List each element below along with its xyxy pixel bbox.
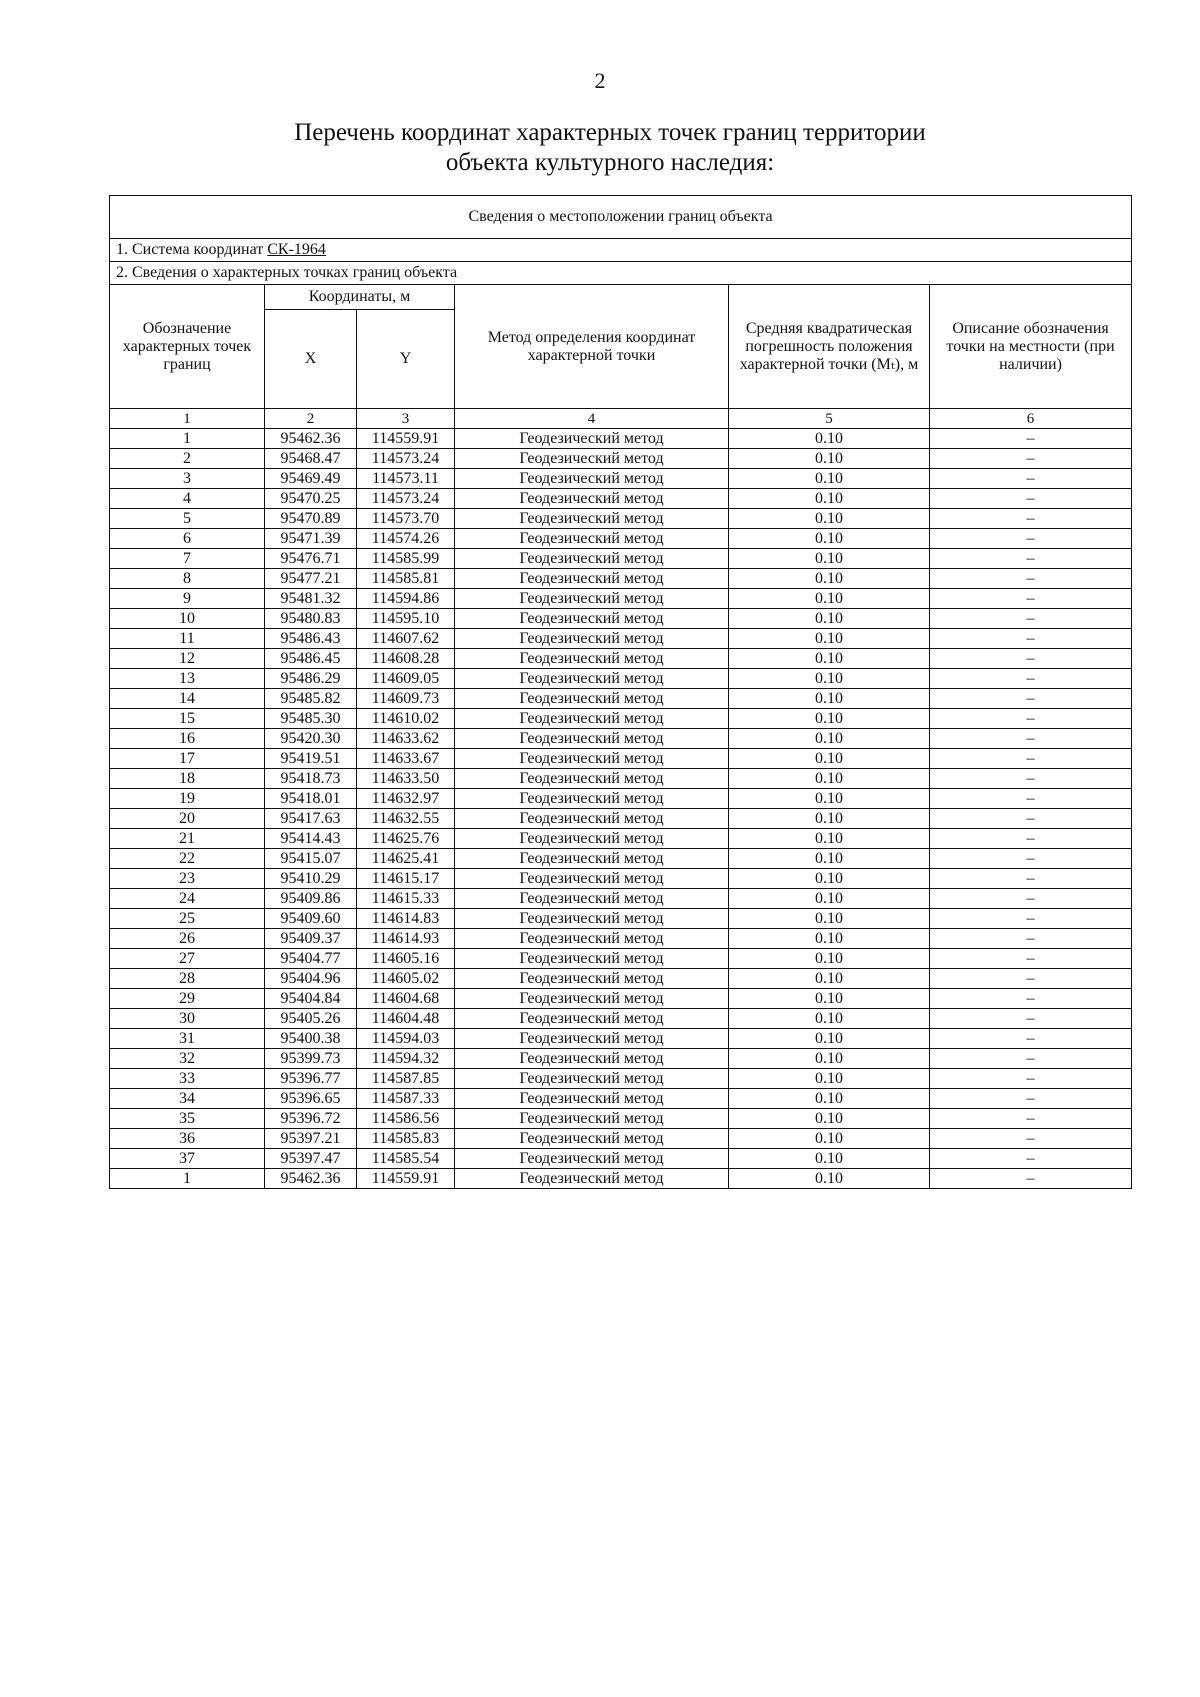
cell-description: – bbox=[930, 569, 1132, 589]
cell-x: 95410.29 bbox=[265, 869, 357, 889]
cell-description: – bbox=[930, 529, 1132, 549]
cell-error: 0.10 bbox=[729, 1129, 930, 1149]
cell-method: Геодезический метод bbox=[455, 989, 729, 1009]
cell-method: Геодезический метод bbox=[455, 949, 729, 969]
cell-y: 114587.85 bbox=[357, 1069, 455, 1089]
cell-point: 34 bbox=[110, 1089, 265, 1109]
cell-point: 28 bbox=[110, 969, 265, 989]
cell-point: 5 bbox=[110, 509, 265, 529]
cell-method: Геодезический метод bbox=[455, 649, 729, 669]
table-row bbox=[110, 909, 1132, 929]
table-row bbox=[110, 969, 1132, 989]
cell-description: – bbox=[930, 849, 1132, 869]
cell-description: – bbox=[930, 509, 1132, 529]
cell-description: – bbox=[930, 829, 1132, 849]
cell-error: 0.10 bbox=[729, 1029, 930, 1049]
cell-point: 23 bbox=[110, 869, 265, 889]
table-row bbox=[110, 1089, 1132, 1109]
cell-point: 2 bbox=[110, 449, 265, 469]
table-row bbox=[110, 929, 1132, 949]
cell-method: Геодезический метод bbox=[455, 489, 729, 509]
column-number: 1 bbox=[110, 409, 265, 429]
cell-x: 95397.21 bbox=[265, 1129, 357, 1149]
cell-description: – bbox=[930, 929, 1132, 949]
cell-y: 114605.16 bbox=[357, 949, 455, 969]
cell-point: 1 bbox=[110, 1169, 265, 1189]
cell-y: 114615.17 bbox=[357, 869, 455, 889]
cell-point: 30 bbox=[110, 1009, 265, 1029]
cell-method: Геодезический метод bbox=[455, 549, 729, 569]
cell-method: Геодезический метод bbox=[455, 909, 729, 929]
cell-y: 114610.02 bbox=[357, 709, 455, 729]
cell-point: 18 bbox=[110, 769, 265, 789]
cell-description: – bbox=[930, 869, 1132, 889]
cell-y: 114633.67 bbox=[357, 749, 455, 769]
table-row bbox=[110, 549, 1132, 569]
cell-method: Геодезический метод bbox=[455, 1089, 729, 1109]
cell-method: Геодезический метод bbox=[455, 529, 729, 549]
cell-method: Геодезический метод bbox=[455, 789, 729, 809]
cell-description: – bbox=[930, 989, 1132, 1009]
cell-error: 0.10 bbox=[729, 989, 930, 1009]
cell-description: – bbox=[930, 1029, 1132, 1049]
cell-point: 21 bbox=[110, 829, 265, 849]
cell-method: Геодезический метод bbox=[455, 969, 729, 989]
cell-method: Геодезический метод bbox=[455, 869, 729, 889]
cell-method: Геодезический метод bbox=[455, 1009, 729, 1029]
cell-point: 35 bbox=[110, 1109, 265, 1129]
cell-x: 95468.47 bbox=[265, 449, 357, 469]
cell-error: 0.10 bbox=[729, 1069, 930, 1089]
cell-error: 0.10 bbox=[729, 829, 930, 849]
header-coords: Координаты, м bbox=[265, 285, 455, 310]
cell-point: 31 bbox=[110, 1029, 265, 1049]
document-title-line-2: объекта культурного наследия: bbox=[445, 149, 775, 176]
page-number: 2 bbox=[594, 68, 606, 93]
cell-y: 114594.86 bbox=[357, 589, 455, 609]
cell-x: 95404.84 bbox=[265, 989, 357, 1009]
table-row bbox=[110, 1069, 1132, 1089]
cell-method: Геодезический метод bbox=[455, 749, 729, 769]
header-point: Обозначение характерных точек границ bbox=[110, 285, 265, 409]
cell-point: 17 bbox=[110, 749, 265, 769]
cell-point: 36 bbox=[110, 1129, 265, 1149]
cell-error: 0.10 bbox=[729, 749, 930, 769]
cell-y: 114615.33 bbox=[357, 889, 455, 909]
cell-method: Геодезический метод bbox=[455, 929, 729, 949]
column-numbers-row bbox=[110, 409, 1132, 429]
cell-x: 95414.43 bbox=[265, 829, 357, 849]
table-row bbox=[110, 669, 1132, 689]
table-row bbox=[110, 1049, 1132, 1069]
cell-point: 12 bbox=[110, 649, 265, 669]
cell-point: 10 bbox=[110, 609, 265, 629]
cell-method: Геодезический метод bbox=[455, 889, 729, 909]
cell-point: 26 bbox=[110, 929, 265, 949]
cell-method: Геодезический метод bbox=[455, 1109, 729, 1129]
cell-x: 95396.65 bbox=[265, 1089, 357, 1109]
cell-error: 0.10 bbox=[729, 909, 930, 929]
cell-description: – bbox=[930, 549, 1132, 569]
cell-error: 0.10 bbox=[729, 469, 930, 489]
cell-error: 0.10 bbox=[729, 869, 930, 889]
cell-y: 114625.41 bbox=[357, 849, 455, 869]
cell-y: 114625.76 bbox=[357, 829, 455, 849]
coordinates-table bbox=[109, 195, 1132, 1189]
cell-x: 95396.77 bbox=[265, 1069, 357, 1089]
cell-y: 114573.11 bbox=[357, 469, 455, 489]
cell-x: 95470.25 bbox=[265, 489, 357, 509]
cell-error: 0.10 bbox=[729, 1049, 930, 1069]
table-row bbox=[110, 629, 1132, 649]
cell-point: 16 bbox=[110, 729, 265, 749]
cell-point: 20 bbox=[110, 809, 265, 829]
table-row bbox=[110, 449, 1132, 469]
cell-x: 95476.71 bbox=[265, 549, 357, 569]
table-row bbox=[110, 729, 1132, 749]
cell-description: – bbox=[930, 709, 1132, 729]
cell-method: Геодезический метод bbox=[455, 629, 729, 649]
header-row-1 bbox=[110, 285, 1132, 310]
cell-error: 0.10 bbox=[729, 1149, 930, 1169]
cell-y: 114573.24 bbox=[357, 449, 455, 469]
table-row bbox=[110, 1009, 1132, 1029]
table-row bbox=[110, 1029, 1132, 1049]
cell-error: 0.10 bbox=[729, 689, 930, 709]
cell-y: 114559.91 bbox=[357, 1169, 455, 1189]
cell-description: – bbox=[930, 469, 1132, 489]
cell-description: – bbox=[930, 449, 1132, 469]
cell-x: 95405.26 bbox=[265, 1009, 357, 1029]
cell-description: – bbox=[930, 769, 1132, 789]
cell-x: 95418.73 bbox=[265, 769, 357, 789]
cell-description: – bbox=[930, 689, 1132, 709]
cell-y: 114586.56 bbox=[357, 1109, 455, 1129]
cell-y: 114604.68 bbox=[357, 989, 455, 1009]
cell-y: 114585.81 bbox=[357, 569, 455, 589]
cell-x: 95485.30 bbox=[265, 709, 357, 729]
table-row bbox=[110, 809, 1132, 829]
document-title bbox=[200, 118, 1020, 178]
table-row bbox=[110, 849, 1132, 869]
cell-error: 0.10 bbox=[729, 509, 930, 529]
cell-x: 95415.07 bbox=[265, 849, 357, 869]
cell-description: – bbox=[930, 1069, 1132, 1089]
table-row bbox=[110, 889, 1132, 909]
column-number: 3 bbox=[357, 409, 455, 429]
cell-method: Геодезический метод bbox=[455, 689, 729, 709]
cell-y: 114632.97 bbox=[357, 789, 455, 809]
table-row bbox=[110, 709, 1132, 729]
cell-x: 95462.36 bbox=[265, 429, 357, 449]
cell-x: 95481.32 bbox=[265, 589, 357, 609]
cell-point: 13 bbox=[110, 669, 265, 689]
cell-y: 114633.50 bbox=[357, 769, 455, 789]
cell-description: – bbox=[930, 429, 1132, 449]
cell-description: – bbox=[930, 789, 1132, 809]
cell-x: 95480.83 bbox=[265, 609, 357, 629]
cell-description: – bbox=[930, 969, 1132, 989]
cell-method: Геодезический метод bbox=[455, 769, 729, 789]
cell-error: 0.10 bbox=[729, 949, 930, 969]
cell-x: 95400.38 bbox=[265, 1029, 357, 1049]
cell-description: – bbox=[930, 1109, 1132, 1129]
table-row bbox=[110, 509, 1132, 529]
cell-y: 114614.93 bbox=[357, 929, 455, 949]
coordinate-system-name: СК-1964 bbox=[267, 241, 326, 258]
cell-x: 95420.30 bbox=[265, 729, 357, 749]
cell-error: 0.10 bbox=[729, 609, 930, 629]
cell-point: 14 bbox=[110, 689, 265, 709]
cell-x: 95399.73 bbox=[265, 1049, 357, 1069]
cell-y: 114609.73 bbox=[357, 689, 455, 709]
header-description: Описание обозначения точки на местности (при наличии) bbox=[930, 285, 1132, 409]
cell-y: 114607.62 bbox=[357, 629, 455, 649]
cell-point: 6 bbox=[110, 529, 265, 549]
cell-y: 114605.02 bbox=[357, 969, 455, 989]
cell-method: Геодезический метод bbox=[455, 1129, 729, 1149]
table-row bbox=[110, 829, 1132, 849]
cell-method: Геодезический метод bbox=[455, 609, 729, 629]
cell-x: 95477.21 bbox=[265, 569, 357, 589]
cell-error: 0.10 bbox=[729, 589, 930, 609]
cell-method: Геодезический метод bbox=[455, 729, 729, 749]
coordinate-system-prefix: 1. Система координат bbox=[116, 241, 264, 258]
cell-method: Геодезический метод bbox=[455, 449, 729, 469]
table-row bbox=[110, 1149, 1132, 1169]
cell-error: 0.10 bbox=[729, 489, 930, 509]
points-title-row bbox=[110, 262, 1132, 285]
cell-point: 29 bbox=[110, 989, 265, 1009]
coordinate-system-row bbox=[110, 239, 1132, 262]
cell-point: 33 bbox=[110, 1069, 265, 1089]
table-row bbox=[110, 1129, 1132, 1149]
header-error: Средняя квадратическая погрешность положения характерной точки (Mₜ), м bbox=[729, 285, 930, 409]
cell-description: – bbox=[930, 1169, 1132, 1189]
cell-point: 25 bbox=[110, 909, 265, 929]
cell-point: 32 bbox=[110, 1049, 265, 1069]
cell-point: 27 bbox=[110, 949, 265, 969]
cell-y: 114585.54 bbox=[357, 1149, 455, 1169]
cell-y: 114585.83 bbox=[357, 1129, 455, 1149]
cell-error: 0.10 bbox=[729, 709, 930, 729]
cell-y: 114573.24 bbox=[357, 489, 455, 509]
cell-point: 9 bbox=[110, 589, 265, 609]
cell-method: Геодезический метод bbox=[455, 829, 729, 849]
table-row bbox=[110, 1109, 1132, 1129]
cell-method: Геодезический метод bbox=[455, 1069, 729, 1089]
cell-y: 114574.26 bbox=[357, 529, 455, 549]
table-row bbox=[110, 589, 1132, 609]
table-row bbox=[110, 769, 1132, 789]
cell-error: 0.10 bbox=[729, 529, 930, 549]
table-row bbox=[110, 429, 1132, 449]
cell-x: 95419.51 bbox=[265, 749, 357, 769]
column-number: 5 bbox=[729, 409, 930, 429]
cell-x: 95469.49 bbox=[265, 469, 357, 489]
cell-y: 114585.99 bbox=[357, 549, 455, 569]
column-number: 2 bbox=[265, 409, 357, 429]
section-title: Сведения о местоположении границ объекта bbox=[110, 196, 1132, 239]
table-row bbox=[110, 489, 1132, 509]
table-row bbox=[110, 609, 1132, 629]
header-y: Y bbox=[357, 310, 455, 409]
cell-method: Геодезический метод bbox=[455, 709, 729, 729]
points-title: 2. Сведения о характерных точках границ объекта bbox=[110, 262, 1132, 285]
cell-error: 0.10 bbox=[729, 789, 930, 809]
cell-method: Геодезический метод bbox=[455, 1049, 729, 1069]
cell-point: 37 bbox=[110, 1149, 265, 1169]
table-row bbox=[110, 949, 1132, 969]
cell-error: 0.10 bbox=[729, 929, 930, 949]
cell-x: 95485.82 bbox=[265, 689, 357, 709]
cell-description: – bbox=[930, 949, 1132, 969]
table-row bbox=[110, 649, 1132, 669]
cell-error: 0.10 bbox=[729, 569, 930, 589]
cell-description: – bbox=[930, 909, 1132, 929]
cell-x: 95462.36 bbox=[265, 1169, 357, 1189]
cell-error: 0.10 bbox=[729, 1169, 930, 1189]
cell-method: Геодезический метод bbox=[455, 429, 729, 449]
cell-y: 114594.32 bbox=[357, 1049, 455, 1069]
cell-y: 114632.55 bbox=[357, 809, 455, 829]
column-number: 4 bbox=[455, 409, 729, 429]
cell-x: 95486.43 bbox=[265, 629, 357, 649]
cell-error: 0.10 bbox=[729, 449, 930, 469]
cell-x: 95470.89 bbox=[265, 509, 357, 529]
header-x: X bbox=[265, 310, 357, 409]
cell-method: Геодезический метод bbox=[455, 1169, 729, 1189]
cell-x: 95417.63 bbox=[265, 809, 357, 829]
table-row bbox=[110, 789, 1132, 809]
cell-error: 0.10 bbox=[729, 849, 930, 869]
section-title-row bbox=[110, 196, 1132, 239]
cell-x: 95409.86 bbox=[265, 889, 357, 909]
cell-y: 114633.62 bbox=[357, 729, 455, 749]
cell-point: 7 bbox=[110, 549, 265, 569]
cell-description: – bbox=[930, 1049, 1132, 1069]
cell-y: 114573.70 bbox=[357, 509, 455, 529]
cell-x: 95409.60 bbox=[265, 909, 357, 929]
cell-method: Геодезический метод bbox=[455, 1029, 729, 1049]
cell-x: 95409.37 bbox=[265, 929, 357, 949]
cell-error: 0.10 bbox=[729, 429, 930, 449]
cell-error: 0.10 bbox=[729, 729, 930, 749]
cell-description: – bbox=[930, 809, 1132, 829]
cell-description: – bbox=[930, 1009, 1132, 1029]
cell-x: 95397.47 bbox=[265, 1149, 357, 1169]
cell-point: 22 bbox=[110, 849, 265, 869]
cell-method: Геодезический метод bbox=[455, 469, 729, 489]
cell-description: – bbox=[930, 1089, 1132, 1109]
cell-point: 8 bbox=[110, 569, 265, 589]
table-row bbox=[110, 469, 1132, 489]
header-method: Метод определения координат характерной точки bbox=[455, 285, 729, 409]
cell-y: 114594.03 bbox=[357, 1029, 455, 1049]
coordinates-table-container bbox=[109, 195, 1131, 1189]
cell-description: – bbox=[930, 749, 1132, 769]
cell-description: – bbox=[930, 649, 1132, 669]
cell-error: 0.10 bbox=[729, 549, 930, 569]
cell-point: 15 bbox=[110, 709, 265, 729]
cell-point: 4 bbox=[110, 489, 265, 509]
cell-x: 95486.45 bbox=[265, 649, 357, 669]
cell-method: Геодезический метод bbox=[455, 1149, 729, 1169]
cell-method: Геодезический метод bbox=[455, 669, 729, 689]
cell-x: 95404.96 bbox=[265, 969, 357, 989]
cell-x: 95486.29 bbox=[265, 669, 357, 689]
cell-error: 0.10 bbox=[729, 1009, 930, 1029]
cell-error: 0.10 bbox=[729, 669, 930, 689]
table-row bbox=[110, 989, 1132, 1009]
cell-method: Геодезический метод bbox=[455, 809, 729, 829]
cell-y: 114614.83 bbox=[357, 909, 455, 929]
cell-error: 0.10 bbox=[729, 1109, 930, 1129]
cell-description: – bbox=[930, 889, 1132, 909]
table-row bbox=[110, 689, 1132, 709]
cell-method: Геодезический метод bbox=[455, 569, 729, 589]
cell-y: 114587.33 bbox=[357, 1089, 455, 1109]
cell-description: – bbox=[930, 589, 1132, 609]
cell-point: 19 bbox=[110, 789, 265, 809]
cell-point: 11 bbox=[110, 629, 265, 649]
cell-x: 95396.72 bbox=[265, 1109, 357, 1129]
cell-error: 0.10 bbox=[729, 809, 930, 829]
cell-method: Геодезический метод bbox=[455, 509, 729, 529]
table-row bbox=[110, 569, 1132, 589]
cell-error: 0.10 bbox=[729, 889, 930, 909]
document-title-line-1: Перечень координат характерных точек границ территории bbox=[294, 119, 926, 146]
cell-error: 0.10 bbox=[729, 649, 930, 669]
column-number: 6 bbox=[930, 409, 1132, 429]
cell-y: 114609.05 bbox=[357, 669, 455, 689]
cell-description: – bbox=[930, 669, 1132, 689]
cell-x: 95404.77 bbox=[265, 949, 357, 969]
cell-description: – bbox=[930, 629, 1132, 649]
cell-y: 114604.48 bbox=[357, 1009, 455, 1029]
cell-description: – bbox=[930, 609, 1132, 629]
cell-method: Геодезический метод bbox=[455, 849, 729, 869]
cell-description: – bbox=[930, 489, 1132, 509]
cell-error: 0.10 bbox=[729, 1089, 930, 1109]
cell-y: 114608.28 bbox=[357, 649, 455, 669]
cell-y: 114595.10 bbox=[357, 609, 455, 629]
cell-method: Геодезический метод bbox=[455, 589, 729, 609]
cell-description: – bbox=[930, 729, 1132, 749]
cell-point: 24 bbox=[110, 889, 265, 909]
table-row bbox=[110, 749, 1132, 769]
coordinate-system bbox=[110, 239, 1132, 262]
table-row bbox=[110, 1169, 1132, 1189]
cell-description: – bbox=[930, 1149, 1132, 1169]
cell-point: 3 bbox=[110, 469, 265, 489]
cell-x: 95471.39 bbox=[265, 529, 357, 549]
cell-description: – bbox=[930, 1129, 1132, 1149]
cell-x: 95418.01 bbox=[265, 789, 357, 809]
cell-error: 0.10 bbox=[729, 629, 930, 649]
cell-point: 1 bbox=[110, 429, 265, 449]
cell-error: 0.10 bbox=[729, 969, 930, 989]
cell-error: 0.10 bbox=[729, 769, 930, 789]
table-row bbox=[110, 869, 1132, 889]
cell-y: 114559.91 bbox=[357, 429, 455, 449]
table-row bbox=[110, 529, 1132, 549]
